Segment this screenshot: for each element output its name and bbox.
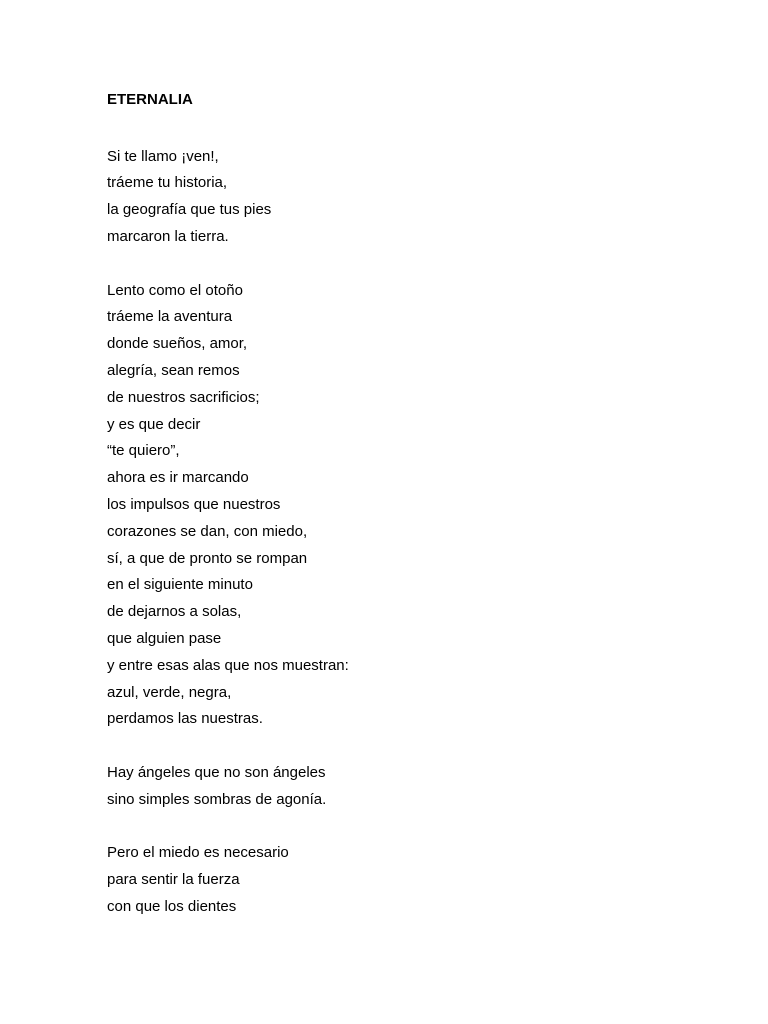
poem-line: con que los dientes [107, 898, 237, 915]
poem-line: que alguien pase [107, 630, 222, 648]
poem-line: alegría, sean remos [107, 362, 240, 380]
poem-line: la geografía que tus pies [107, 201, 272, 219]
poem-line: Lento como el otoño [107, 281, 243, 299]
poem-line: sí, a que de pronto se rompan [107, 549, 308, 567]
poem-line: y es que decir [107, 415, 201, 433]
poem-line: Pero el miedo es necesario [107, 844, 289, 862]
stanza-1 [107, 144, 707, 251]
poem-line: sino simples sombras de agonía. [107, 790, 327, 808]
poem-line: de dejarnos a solas, [107, 603, 242, 621]
poem-line: ahora es ir marcando [107, 469, 249, 487]
poem-line: tráeme tu historia, [107, 174, 228, 192]
poem-line: “te quiero”, [107, 442, 180, 460]
poem-line: Si te llamo ¡ven!, [107, 147, 219, 165]
poem-line: de nuestros sacrificios; [107, 388, 260, 406]
poem-line: y entre esas alas que nos muestran: [107, 656, 349, 674]
poem-line: marcaron la tierra. [107, 228, 229, 246]
poem-line: en el siguiente minuto [107, 576, 253, 594]
poem-title: ETERNALIA [107, 91, 193, 108]
poem-line: los impulsos que nuestros [107, 496, 281, 514]
poem-line: azul, verde, negra, [107, 683, 232, 701]
poem-line: corazones se dan, con miedo, [107, 522, 308, 540]
stanza-4 [107, 840, 707, 920]
poem-line: donde sueños, amor, [107, 335, 248, 353]
poem-line: tráeme la aventura [107, 308, 233, 326]
stanza-2 [107, 278, 707, 734]
poem-line: Hay ángeles que no son ángeles [107, 764, 326, 782]
document-page [107, 90, 707, 948]
poem-line: para sentir la fuerza [107, 871, 240, 889]
poem-line: perdamos las nuestras. [107, 710, 263, 728]
stanza-3 [107, 760, 707, 814]
